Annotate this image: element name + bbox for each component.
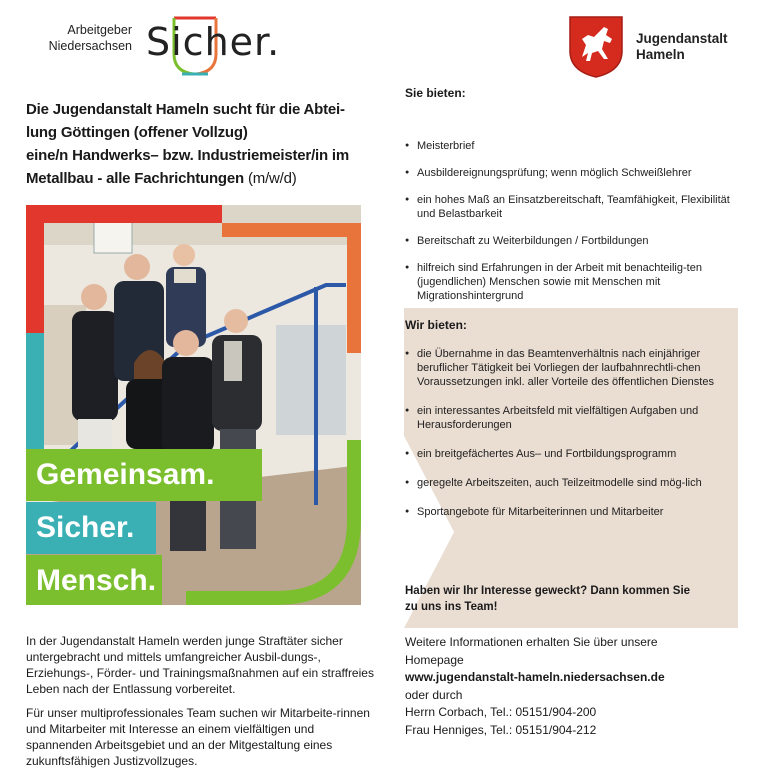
slogan-gemeinsam: Gemeinsam.: [26, 449, 262, 501]
horse-crest-icon: [568, 15, 624, 79]
call-to-action: [405, 583, 735, 615]
list-item: ● die Übernahme in das Beamtenverhältnis nach einjähriger beruflicher Tätigkeit bei Vorliegen der laufbahnrechtli-chen Voraussetzungen inkl. aller Vorteile des öffentlichen Dienstes: [405, 347, 735, 389]
contact-info: [405, 634, 735, 739]
website-link[interactable]: www.jugendanstalt-hameln.niedersachsen.de: [405, 670, 665, 684]
institution-line2: Hameln: [636, 47, 685, 62]
headline-line3: eine/n Handwerks– bzw. Industriemeister/in im: [26, 147, 350, 164]
slogan-mensch: Mensch.: [26, 555, 162, 605]
list-item: ● ein hohes Maß an Einsatzbereitschaft, Teamfähigkeit, Flexibilität und Belastbarkeit: [405, 193, 735, 221]
cta-line1: Haben wir Ihr Interesse geweckt? Dann kommen Sie: [405, 585, 691, 597]
contact-person-1: Herrn Corbach, Tel.: 05151/904-200: [405, 705, 597, 719]
institution-name: [636, 31, 728, 63]
headline-line1: Die Jugendanstalt Hameln sucht für die Abtei-: [26, 101, 345, 118]
wir-bieten-heading: Wir bieten:: [405, 318, 467, 332]
intro-paragraph-1: In der Jugendanstalt Hameln werden junge Straftäter sicher untergebracht und mittels umfangreicher Ausbil-dungs-, Erziehungs-, Förder- und Trainingsmaßnahmen auf ein straffreies Leben nach der Entlassung vorbereitet.: [26, 634, 374, 696]
headline-line4-text: Metallbau - alle Fachrichtungen: [26, 170, 245, 187]
institution-line1: Jugendanstalt: [636, 31, 728, 46]
job-headline: [26, 98, 376, 190]
niedersachsen-line: Niedersachsen: [48, 39, 132, 53]
sicher-logo-text: Sicher.: [146, 20, 281, 64]
frame-red-top: [26, 205, 222, 223]
list-item: ● Bereitschaft zu Weiterbildungen / Fortbildungen: [405, 234, 735, 248]
slogan-sicher: Sicher.: [26, 502, 156, 554]
intro-text: [26, 633, 376, 777]
frame-orange-top: [222, 223, 361, 237]
headline-line4: [26, 167, 376, 190]
list-item: ● ein interessantes Arbeitsfeld mit vielfältigen Aufgaben und Herausforderungen: [405, 404, 735, 432]
cta-line2: zu uns ins Team!: [405, 601, 498, 613]
gender-note: (m/w/d): [247, 170, 297, 187]
list-item: ● geregelte Arbeitszeiten, auch Teilzeitmodelle sind mög-lich: [405, 476, 735, 490]
intro-paragraph-2: Für unser multiprofessionales Team suchen wir Mitarbeite-rinnen und Mitarbeiter mit Interesse an einem vielfältigen und spannenden Arbeitsgebiet und an der Mitgestaltung eines zukunftsfähigen Justizvollzuges.: [26, 706, 370, 768]
list-item: ● ein breitgefächertes Aus– und Fortbildungsprogramm: [405, 447, 735, 461]
contact-person-2: Frau Henniges, Tel.: 05151/904-212: [405, 722, 597, 737]
team-photo: [26, 205, 361, 605]
frame-teal-left: [26, 333, 44, 453]
frame-orange-right: [347, 223, 361, 353]
list-item: ● hilfreich sind Erfahrungen in der Arbeit mit benachteilig-ten (jugendlichen) Menschen sowie mit Menschen mit Migrationshintergrund: [405, 261, 735, 303]
wir-bieten-list: [405, 347, 735, 519]
lower-saxony-crest: [568, 15, 624, 79]
headline-line2: lung Göttingen (offener Vollzug): [26, 124, 248, 141]
arbeitgeber-line: Arbeitgeber: [67, 23, 132, 37]
sie-bieten-list: [405, 139, 735, 303]
frame-red-left: [26, 205, 44, 333]
arbeitgeber-niedersachsen-label: [40, 22, 132, 54]
list-item: ● Sportangebote für Mitarbeiterinnen und Mitarbeiter: [405, 505, 735, 519]
list-item: ● Meisterbrief: [405, 139, 735, 153]
sicher-logo: [146, 14, 281, 76]
sie-bieten-heading: Sie bieten:: [405, 86, 466, 100]
contact-line1: Weitere Informationen erhalten Sie über unsere: [405, 635, 658, 649]
contact-oder: oder durch: [405, 687, 463, 702]
list-item: ● Ausbildereignungsprüfung; wenn möglich Schweißlehrer: [405, 166, 735, 180]
contact-line2: Homepage: [405, 652, 464, 667]
